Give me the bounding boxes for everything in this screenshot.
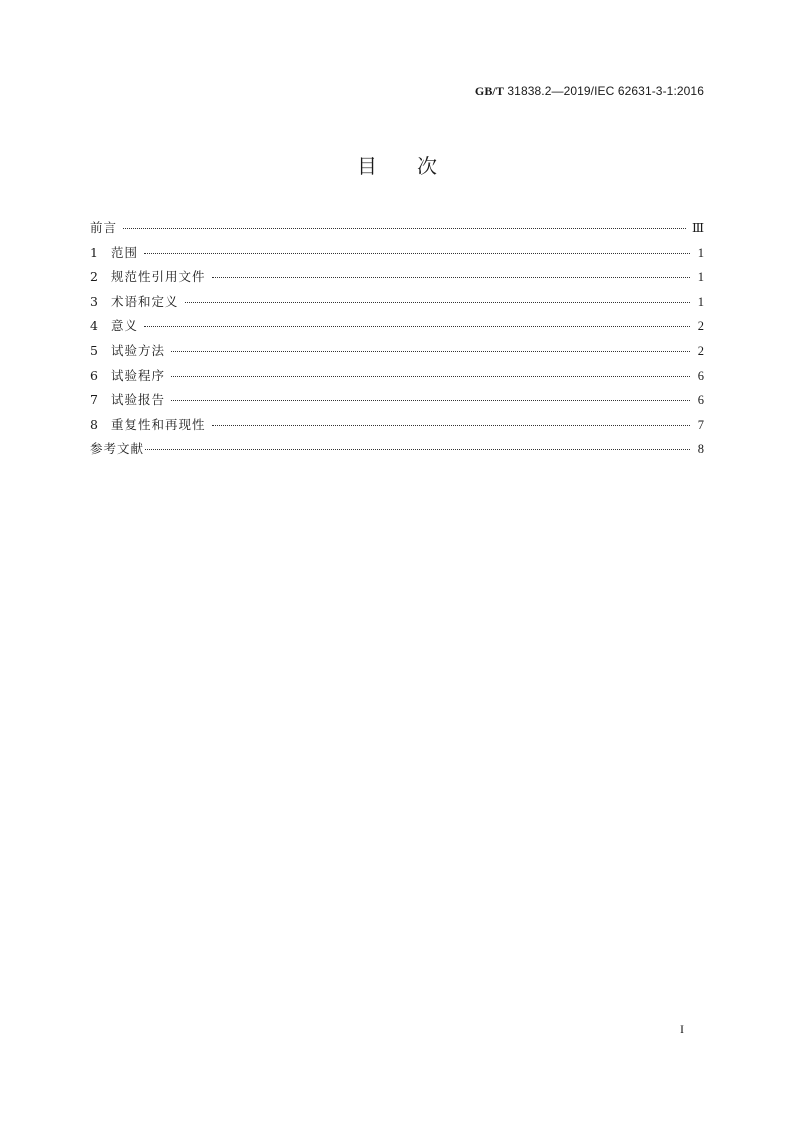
toc-number: 3: [90, 293, 98, 309]
toc-label: 参考文献: [90, 441, 145, 457]
standard-prefix: GB/T: [474, 84, 504, 98]
toc-leader: [145, 449, 690, 450]
toc-row-5[interactable]: [90, 341, 704, 366]
toc-page: 6: [697, 368, 704, 383]
toc-leader: [123, 228, 686, 229]
toc-page: 1: [697, 245, 704, 260]
page-title: 目次: [357, 154, 477, 178]
toc-label: 试验程序: [111, 367, 166, 383]
toc-row-bibliography[interactable]: [90, 439, 704, 464]
toc-leader: [212, 277, 690, 278]
toc-label: 前言: [90, 220, 118, 235]
toc-leader: [171, 376, 690, 377]
toc-label: 试验报告: [111, 392, 166, 408]
toc-page: 7: [697, 417, 704, 432]
toc-row-4[interactable]: [90, 316, 704, 341]
toc-number: 6: [90, 367, 98, 383]
toc-row-8[interactable]: [90, 415, 704, 440]
standard-number: 31838.2—2019/IEC 62631-3-1:2016: [503, 84, 704, 98]
toc-number: 1: [90, 244, 98, 260]
toc-leader: [144, 253, 690, 254]
toc-label: 术语和定义: [111, 293, 179, 309]
toc-leader: [171, 351, 690, 352]
toc-row-3[interactable]: [90, 292, 704, 317]
toc-page: 8: [697, 442, 704, 457]
toc-label: 规范性引用文件: [111, 269, 206, 285]
toc-page: Ⅲ: [691, 221, 704, 235]
toc-number: 5: [90, 342, 98, 358]
toc-row-7[interactable]: [90, 390, 704, 415]
toc-label: 重复性和再现性: [111, 416, 206, 432]
toc-number: 7: [90, 392, 98, 408]
toc-leader: [185, 302, 690, 303]
toc-leader: [171, 400, 690, 401]
toc-number: 2: [90, 269, 98, 285]
toc-page: 1: [697, 294, 704, 309]
toc-page: 6: [697, 393, 704, 408]
table-of-contents: [90, 218, 704, 464]
toc-number: 4: [90, 318, 98, 334]
toc-row-2[interactable]: [90, 267, 704, 292]
toc-leader: [212, 425, 690, 426]
toc-row-1[interactable]: [90, 243, 704, 268]
toc-label: 意义: [111, 318, 139, 334]
toc-leader: [144, 326, 690, 327]
toc-page: 1: [697, 270, 704, 285]
toc-number: 8: [90, 416, 98, 432]
toc-row-preface[interactable]: [90, 218, 704, 243]
page-number: I: [680, 1022, 684, 1036]
toc-row-6[interactable]: [90, 366, 704, 391]
toc-page: 2: [697, 343, 704, 358]
toc-label: 范围: [111, 244, 139, 260]
standard-code: [475, 84, 704, 99]
toc-page: 2: [697, 319, 704, 334]
toc-label: 试验方法: [111, 342, 166, 358]
